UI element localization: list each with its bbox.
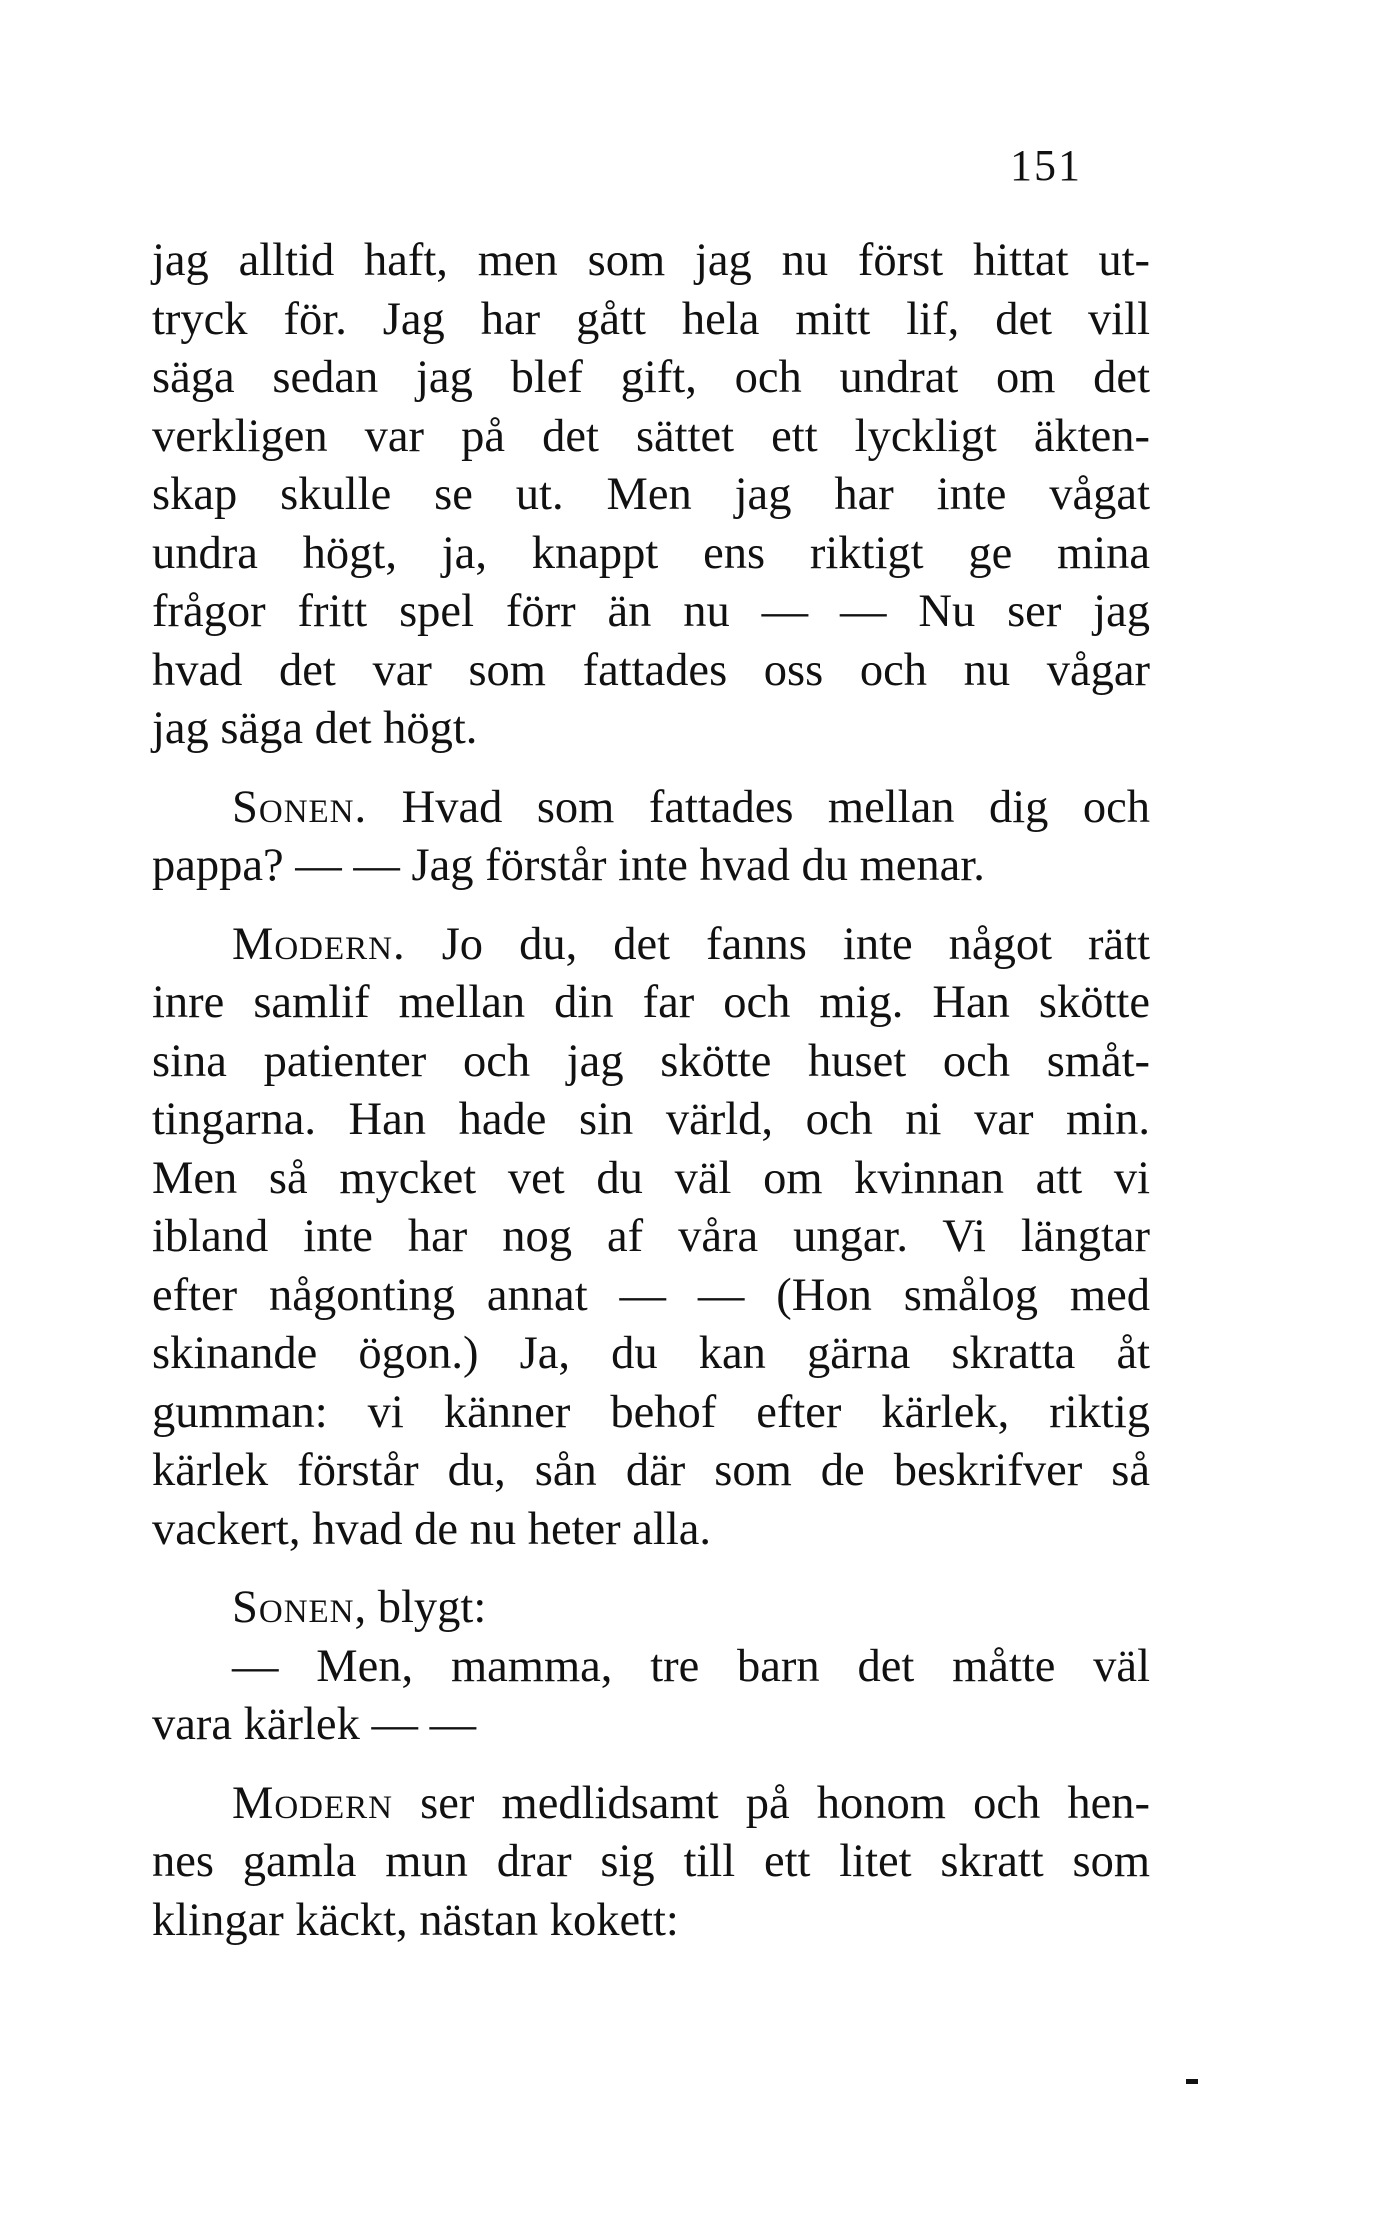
text-line: pappa? — — Jag förstår inte hvad du menar. [152,840,985,891]
paragraph-3 [152,916,1150,1560]
page-body [152,232,1150,1950]
text-line: undra högt, ja, knappt ens riktigt ge mina [152,527,1150,579]
paragraph-4 [152,1579,1150,1638]
text-line: klingar käckt, nästan kokett: [152,1894,679,1946]
text-line [152,779,1150,838]
text-line [152,1579,1150,1638]
text-line-content: Jo du, det fanns inte något rätt [405,918,1150,970]
text-line: vara kärlek — — [152,1699,477,1750]
speaker-name: Modern [232,1777,394,1829]
text-line: Men så mycket vet du väl om kvinnan att vi [152,1152,1150,1204]
text-line: gumman: vi känner behof efter kärlek, riktig [152,1386,1150,1438]
text-line: säga sedan jag blef gift, och undrat om det [152,352,1150,403]
text-line: skinande ögon.) Ja, du kan gärna skratta åt [152,1328,1150,1379]
text-line: tryck för. Jag har gått hela mitt lif, det vill [152,293,1150,345]
text-line: kärlek förstår du, sån där som de beskrifver så [152,1445,1150,1496]
text-line: nes gamla mun drar sig till ett litet skratt som [152,1836,1150,1887]
text-line-content: ser medlidsamt på honom och hen- [393,1777,1150,1829]
paragraph-2 [152,779,1150,896]
text-line: verkligen var på det sättet ett lyckligt äkten- [152,410,1150,462]
print-speck [1186,2079,1198,2084]
speaker-name: Modern. [232,918,406,970]
text-line: sina patienter och jag skötte huset och småt- [152,1035,1150,1087]
text-line: — Men, mamma, tre barn det måtte väl [232,1640,1150,1692]
paragraph-6 [152,1775,1150,1951]
text-line [152,1775,1150,1834]
paragraph-5 [152,1638,1150,1755]
text-line: inre samlif mellan din far och mig. Han skötte [152,977,1150,1028]
text-line: skap skulle se ut. Men jag har inte vågat [152,469,1150,520]
text-line-content: , blygt: [354,1582,487,1633]
text-line: hvad det var som fattades oss och nu vågar [152,644,1150,696]
text-line: efter någonting annat — — (Hon smålog med [152,1269,1150,1321]
text-line: jag säga det högt. [152,703,478,754]
paragraph-1 [152,232,1150,759]
text-line: vackert, hvad de nu heter alla. [152,1503,712,1555]
text-line: jag alltid haft, men som jag nu först hittat ut- [152,235,1150,286]
text-line [152,916,1150,975]
speaker-name: Sonen. [232,781,368,833]
page-number: 151 [1010,141,1082,190]
text-line: tingarna. Han hade sin värld, och ni var min. [152,1094,1150,1145]
text-line-content: Hvad som fattades mellan dig och [367,781,1150,833]
text-line: ibland inte har nog af våra ungar. Vi längtar [152,1211,1150,1262]
text-line: frågor fritt spel förr än nu — — Nu ser jag [152,586,1150,637]
speaker-name: Sonen [232,1582,355,1633]
